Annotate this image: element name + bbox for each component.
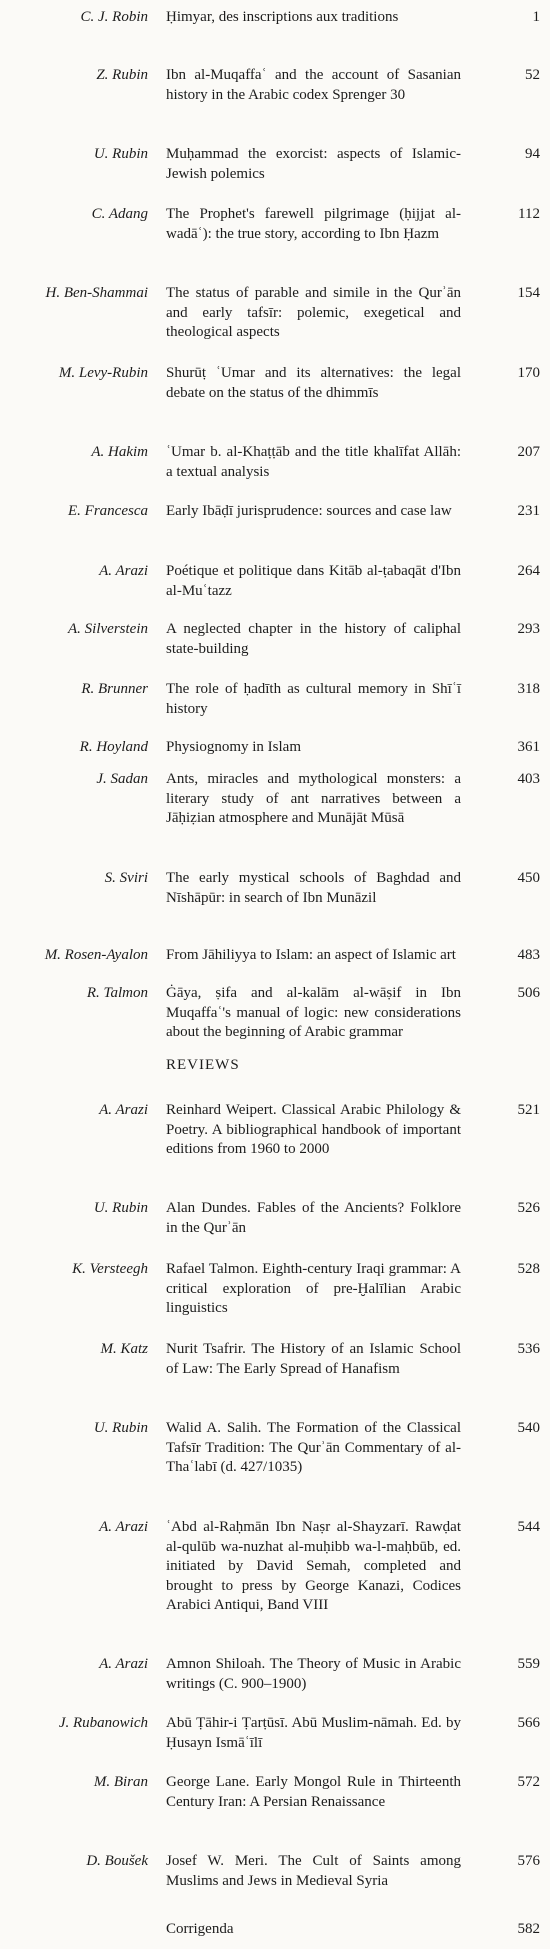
- entry-title: Ḥimyar, des inscriptions aux traditions: [166, 9, 399, 25]
- entry-page: 1: [532, 9, 540, 25]
- entry-title: Ibn al-Muqaffaʿ and the account of Sasanian history in the Arabic codex Sprenger 30: [166, 67, 461, 103]
- entry-title: Physiognomy in Islam: [166, 739, 302, 755]
- entry-author: U. Rubin: [93, 146, 148, 162]
- entry-title: Reinhard Weipert. Classical Arabic Philology & Poetry. A bibliographical handbook of important editions from 1960 to 2000: [166, 1102, 461, 1157]
- entry-author: M. Rosen-Ayalon: [44, 947, 148, 963]
- entry-author: M. Katz: [100, 1341, 148, 1357]
- entry-page: 318: [517, 681, 540, 697]
- entry-page: 506: [517, 985, 540, 1001]
- entry-page: 170: [517, 365, 540, 381]
- entry-title: Shurūṭ ʿUmar and its alternatives: the legal debate on the status of the dhimmīs: [166, 365, 461, 401]
- entry-author: A. Silverstein: [68, 621, 148, 637]
- entry-author: U. Rubin: [93, 1420, 148, 1436]
- entry-author: H. Ben-Shammai: [45, 285, 148, 301]
- entry-title: George Lane. Early Mongol Rule in Thirteenth Century Iran: A Persian Renaissance: [166, 1774, 461, 1810]
- entry-page: 94: [525, 146, 540, 162]
- entry-author: Z. Rubin: [96, 67, 148, 83]
- entry-author: J. Sadan: [96, 771, 148, 787]
- entry-page: 112: [518, 206, 540, 222]
- entry-page: 544: [517, 1519, 540, 1535]
- entry-title: Corrigenda: [166, 1921, 234, 1937]
- entry-author: A. Arazi: [99, 1519, 148, 1535]
- entry-title: The early mystical schools of Baghdad and Nīshāpūr: in search of Ibn Munāzil: [166, 870, 461, 906]
- entry-title: From Jāhiliyya to Islam: an aspect of Islamic art: [166, 947, 456, 963]
- entry-title: Nurit Tsafrir. The History of an Islamic School of Law: The Early Spread of Hanafism: [166, 1341, 461, 1377]
- entry-page: 572: [517, 1774, 540, 1790]
- entry-title: Muḥammad the exorcist: aspects of Islamic-Jewish polemics: [166, 146, 461, 182]
- entry-title: The status of parable and simile in the Qurʾān and early tafsīr: polemic, exegetical and theological aspects: [166, 285, 461, 340]
- entry-author: K. Versteegh: [72, 1261, 148, 1277]
- entry-author: U. Rubin: [93, 1200, 148, 1216]
- entry-author: S. Sviri: [104, 870, 148, 886]
- entry-page: 559: [517, 1656, 540, 1672]
- reviews-heading: REVIEWS: [166, 1057, 240, 1073]
- entry-title: ʿAbd al-Raḥmān Ibn Naṣr al-Shayzarī. Rawḍat al-qulūb wa-nuzhat al-muḥibb wa-l-maḥbūb, ed. initiated by David Semah, completed and brought to press by George Kanazi, Codices Arabici Antiqui, Band VIII: [166, 1519, 461, 1613]
- entry-author: C. Adang: [91, 206, 148, 222]
- entry-author: R. Hoyland: [79, 739, 148, 755]
- entry-page: 450: [517, 870, 540, 886]
- entry-title: Ants, miracles and mythological monsters: a literary study of ant narratives between a Jāḥiẓian atmosphere and Munājāt Mūsā: [166, 771, 461, 826]
- entry-page: 361: [517, 739, 540, 755]
- entry-title: Alan Dundes. Fables of the Ancients? Folklore in the Qurʾān: [166, 1200, 461, 1236]
- entry-author: A. Hakim: [91, 444, 148, 460]
- entry-page: 528: [517, 1261, 540, 1277]
- entry-title: Josef W. Meri. The Cult of Saints among Muslims and Jews in Medieval Syria: [166, 1853, 461, 1889]
- entry-author: R. Brunner: [81, 681, 148, 697]
- entry-title: Ġāya, ṣifa and al-kalām al-wāṣif in Ibn Muqaffaʿ's manual of logic: new considerations about the beginning of Arabic grammar: [166, 985, 461, 1040]
- entry-author: A. Arazi: [99, 563, 148, 579]
- entry-page: 52: [525, 67, 540, 83]
- entry-title: Abū Ṭāhir-i Ṭarṭūsī. Abū Muslim-nāmah. Ed. by Ḥusayn Ismāʿīlī: [166, 1715, 461, 1751]
- entry-page: 526: [517, 1200, 540, 1216]
- entry-page: 521: [517, 1102, 540, 1118]
- entry-page: 264: [517, 563, 540, 579]
- entry-page: 231: [517, 503, 540, 519]
- entry-page: 582: [517, 1921, 540, 1937]
- entry-page: 403: [517, 771, 540, 787]
- entry-page: 293: [517, 621, 540, 637]
- entry-author: C. J. Robin: [80, 9, 148, 25]
- entry-title: Walid A. Salih. The Formation of the Classical Tafsīr Tradition: The Qurʾān Commentary of al-Thaʿlabī (d. 427/1035): [166, 1420, 461, 1475]
- entry-author: A. Arazi: [99, 1102, 148, 1118]
- entry-author: R. Talmon: [86, 985, 148, 1001]
- entry-title: Rafael Talmon. Eighth-century Iraqi grammar: A critical exploration of pre-Ḫalīlian Arabic linguistics: [166, 1261, 461, 1316]
- entry-page: 483: [517, 947, 540, 963]
- entry-title: Poétique et politique dans Kitāb al-ṭabaqāt d'Ibn al-Muʿtazz: [166, 563, 461, 599]
- entry-page: 540: [517, 1420, 540, 1436]
- entry-page: 536: [517, 1341, 540, 1357]
- entry-author: D. Boušek: [86, 1853, 148, 1869]
- entry-author: M. Biran: [93, 1774, 148, 1790]
- entry-title: Early Ibāḍī jurisprudence: sources and case law: [166, 503, 452, 519]
- entry-author: J. Rubanowich: [58, 1715, 148, 1731]
- entry-page: 566: [517, 1715, 540, 1731]
- entry-title: The Prophet's farewell pilgrimage (ḥijjat al-wadāʿ): the true story, according to Ibn Ḥazm: [166, 206, 461, 242]
- entry-page: 576: [517, 1853, 540, 1869]
- entry-author: A. Arazi: [99, 1656, 148, 1672]
- entry-page: 154: [517, 285, 540, 301]
- entry-page: 207: [517, 444, 540, 460]
- entry-author: E. Francesca: [68, 503, 148, 519]
- entry-title: ʿUmar b. al-Khaṭṭāb and the title khalīfat Allāh: a textual analysis: [166, 444, 461, 480]
- entry-title: Amnon Shiloah. The Theory of Music in Arabic writings (C. 900–1900): [166, 1656, 461, 1692]
- entry-title: A neglected chapter in the history of caliphal state-building: [166, 621, 461, 657]
- entry-author: M. Levy-Rubin: [58, 365, 148, 381]
- entry-title: The role of ḥadīth as cultural memory in Shīʿī history: [166, 681, 461, 717]
